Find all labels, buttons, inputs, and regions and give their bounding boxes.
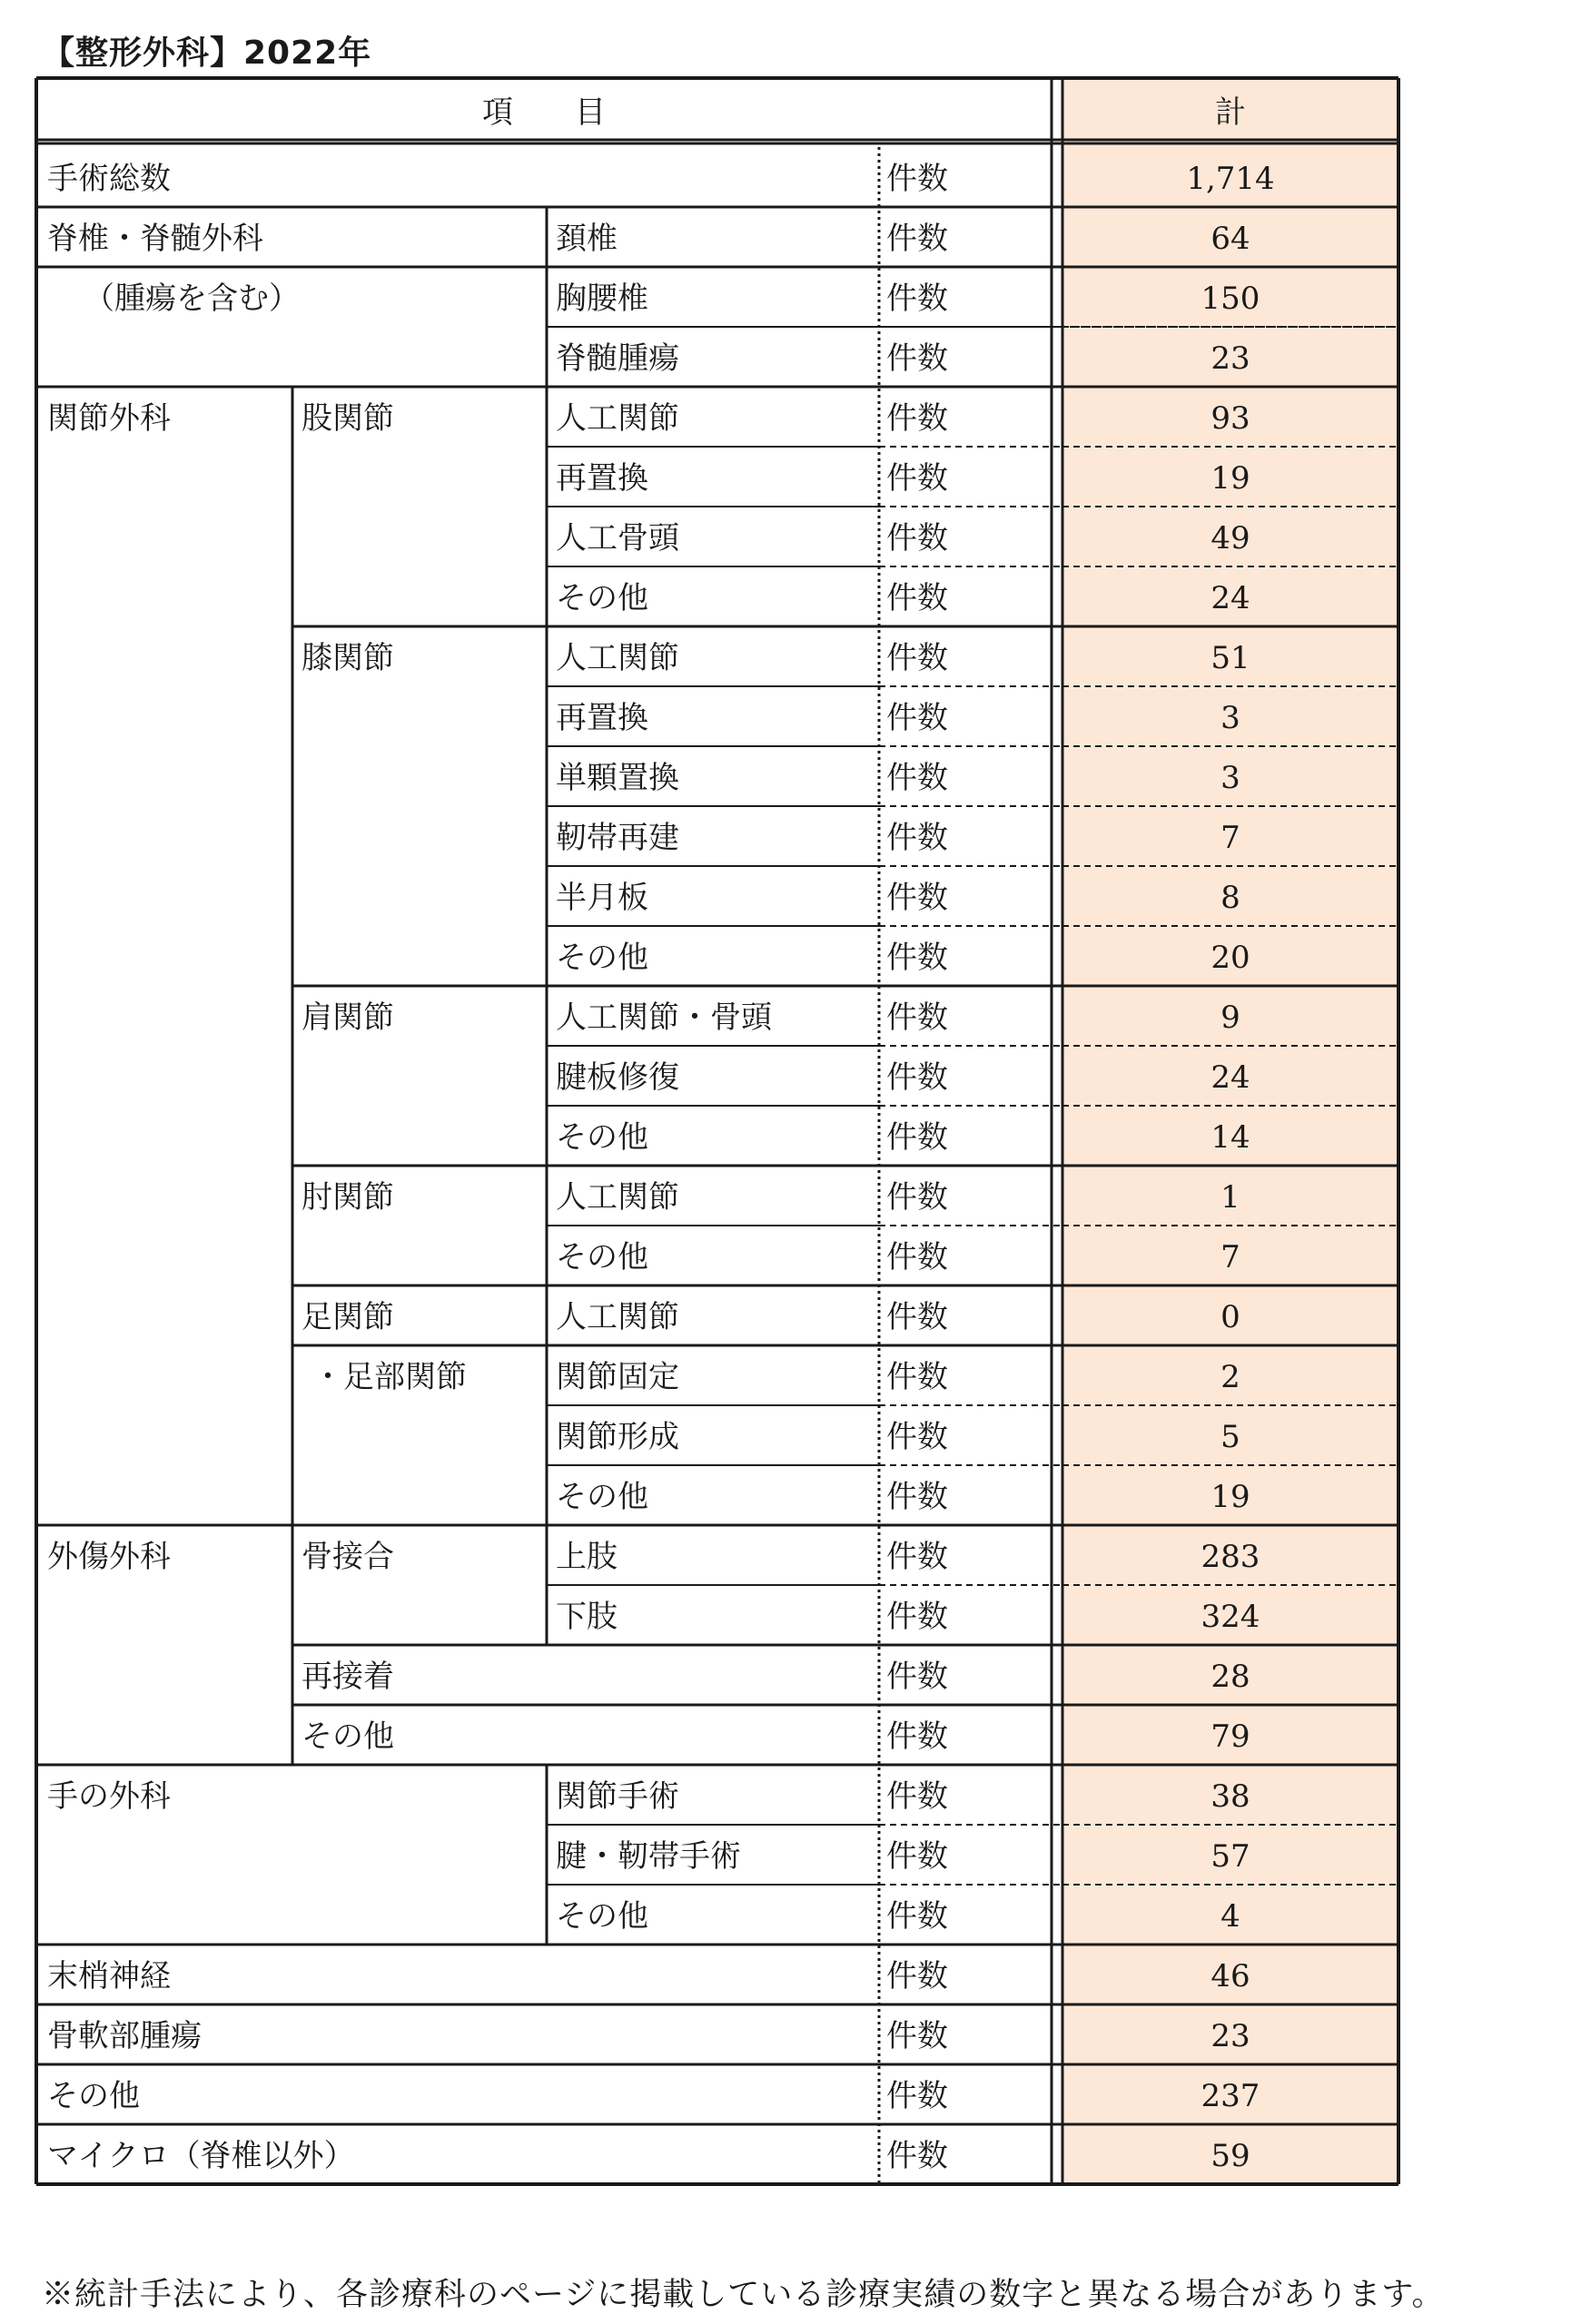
unit-label: 件数 xyxy=(886,221,948,257)
procedure-label: 関節手術 xyxy=(556,1778,679,1815)
unit-label: 件数 xyxy=(886,1898,948,1935)
subcategory-label: 足関節 xyxy=(301,1299,394,1335)
count-value: 9 xyxy=(1220,1000,1240,1036)
category-label: マイクロ（脊椎以外） xyxy=(47,2138,355,2174)
unit-label: 件数 xyxy=(886,1539,948,1575)
unit-label: 件数 xyxy=(886,281,948,317)
procedure-label: 人工関節 xyxy=(556,640,679,676)
procedure-label: 靭帯再建 xyxy=(556,820,679,856)
count-value: 57 xyxy=(1210,1838,1250,1875)
unit-label: 件数 xyxy=(886,400,948,437)
header-total-label: 計 xyxy=(1215,94,1246,131)
procedure-label: 人工関節 xyxy=(556,400,679,437)
procedure-label: 腱板修復 xyxy=(556,1059,679,1096)
unit-label: 件数 xyxy=(886,1000,948,1036)
unit-label: 件数 xyxy=(886,2138,948,2174)
procedure-label: 上肢 xyxy=(556,1539,618,1575)
unit-label: 件数 xyxy=(886,520,948,556)
procedure-label: 頚椎 xyxy=(556,221,618,257)
count-value: 283 xyxy=(1201,1539,1260,1575)
procedure-label: 下肢 xyxy=(556,1599,618,1635)
unit-label: 件数 xyxy=(886,1239,948,1275)
unit-label: 件数 xyxy=(886,1599,948,1635)
unit-label: 件数 xyxy=(886,1179,948,1216)
count-value: 28 xyxy=(1210,1659,1250,1695)
count-value: 1,714 xyxy=(1186,161,1275,197)
procedure-label: その他 xyxy=(556,580,648,616)
procedure-label: 人工関節 xyxy=(556,1299,679,1335)
category-label: 手術総数 xyxy=(47,161,171,197)
count-value: 8 xyxy=(1220,880,1240,916)
count-value: 49 xyxy=(1210,520,1250,556)
count-value: 3 xyxy=(1220,700,1240,736)
procedure-label: 関節形成 xyxy=(556,1419,679,1455)
subcategory-label: 肘関節 xyxy=(301,1179,394,1216)
count-value: 4 xyxy=(1220,1898,1240,1935)
subcategory-label: 肩関節 xyxy=(301,1000,394,1036)
unit-label: 件数 xyxy=(886,700,948,736)
subcategory-label: 再接着 xyxy=(301,1659,394,1695)
unit-label: 件数 xyxy=(886,2018,948,2054)
count-value: 93 xyxy=(1210,400,1250,437)
subcategory-label: その他 xyxy=(301,1718,394,1755)
unit-label: 件数 xyxy=(886,1659,948,1695)
count-value: 64 xyxy=(1210,221,1250,257)
procedure-label: 関節固定 xyxy=(556,1359,679,1395)
category-label: 関節外科 xyxy=(47,400,171,437)
procedure-label: 再置換 xyxy=(556,700,648,736)
count-value: 79 xyxy=(1210,1718,1250,1755)
unit-label: 件数 xyxy=(886,2078,948,2114)
procedure-label: 単顆置換 xyxy=(556,760,679,796)
procedure-label: 胸腰椎 xyxy=(556,281,648,317)
count-value: 3 xyxy=(1220,760,1240,796)
count-value: 7 xyxy=(1220,820,1240,856)
unit-label: 件数 xyxy=(886,1299,948,1335)
subcategory-label: 膝関節 xyxy=(301,640,394,676)
procedure-label: 人工関節 xyxy=(556,1179,679,1216)
unit-label: 件数 xyxy=(886,760,948,796)
unit-label: 件数 xyxy=(886,460,948,497)
unit-label: 件数 xyxy=(886,1778,948,1815)
count-value: 24 xyxy=(1210,1059,1250,1096)
category-label: 外傷外科 xyxy=(47,1539,171,1575)
subcategory-label: 股関節 xyxy=(301,400,394,437)
count-value: 1 xyxy=(1220,1179,1240,1216)
unit-label: 件数 xyxy=(886,1479,948,1515)
unit-label: 件数 xyxy=(886,1838,948,1875)
unit-label: 件数 xyxy=(886,820,948,856)
count-value: 14 xyxy=(1210,1119,1250,1156)
category-label: 手の外科 xyxy=(47,1778,171,1815)
unit-label: 件数 xyxy=(886,1958,948,1994)
subcategory-label: 骨接合 xyxy=(301,1539,394,1575)
procedure-label: その他 xyxy=(556,1898,648,1935)
unit-label: 件数 xyxy=(886,580,948,616)
count-value: 7 xyxy=(1220,1239,1240,1275)
count-value: 23 xyxy=(1210,2018,1250,2054)
count-value: 19 xyxy=(1210,1479,1250,1515)
count-value: 24 xyxy=(1210,580,1250,616)
unit-label: 件数 xyxy=(886,1419,948,1455)
unit-label: 件数 xyxy=(886,1119,948,1156)
count-value: 59 xyxy=(1210,2138,1250,2174)
procedure-label: 腱・靭帯手術 xyxy=(556,1838,741,1875)
procedure-label: 人工骨頭 xyxy=(556,520,679,556)
procedure-label: その他 xyxy=(556,1239,648,1275)
unit-label: 件数 xyxy=(886,1718,948,1755)
unit-label: 件数 xyxy=(886,1359,948,1395)
category-label: 末梢神経 xyxy=(47,1958,171,1994)
category-label: 脊椎・脊髄外科 xyxy=(47,221,263,257)
subcategory-label: ・足部関節 xyxy=(312,1359,467,1395)
procedure-label: その他 xyxy=(556,1119,648,1156)
category-label: 骨軟部腫瘍 xyxy=(47,2018,202,2054)
unit-label: 件数 xyxy=(886,161,948,197)
procedure-label: その他 xyxy=(556,1479,648,1515)
unit-label: 件数 xyxy=(886,1059,948,1096)
count-value: 0 xyxy=(1220,1299,1240,1335)
category-label: その他 xyxy=(47,2078,140,2114)
count-value: 38 xyxy=(1210,1778,1250,1815)
count-value: 23 xyxy=(1210,340,1250,377)
category-label: （腫瘍を含む） xyxy=(84,281,300,317)
page-title: 【整形外科】2022年 xyxy=(42,34,372,72)
footnote: ※統計手法により、各診療科のページに掲載している診療実績の数字と異なる場合があります。 xyxy=(42,2277,1445,2313)
count-value: 324 xyxy=(1201,1599,1260,1635)
procedure-label: 半月板 xyxy=(556,880,648,916)
count-value: 46 xyxy=(1210,1958,1250,1994)
procedure-label: 再置換 xyxy=(556,460,648,497)
count-value: 51 xyxy=(1210,640,1250,676)
count-value: 2 xyxy=(1220,1359,1240,1395)
count-value: 150 xyxy=(1201,281,1260,317)
count-value: 20 xyxy=(1210,940,1250,976)
header-item-label: 項 目 xyxy=(482,94,606,131)
procedure-label: その他 xyxy=(556,940,648,976)
procedure-label: 人工関節・骨頭 xyxy=(556,1000,772,1036)
count-value: 5 xyxy=(1220,1419,1240,1455)
unit-label: 件数 xyxy=(886,940,948,976)
unit-label: 件数 xyxy=(886,880,948,916)
procedure-label: 脊髄腫瘍 xyxy=(556,340,679,377)
unit-label: 件数 xyxy=(886,640,948,676)
count-value: 19 xyxy=(1210,460,1250,497)
count-value: 237 xyxy=(1201,2078,1260,2114)
unit-label: 件数 xyxy=(886,340,948,377)
